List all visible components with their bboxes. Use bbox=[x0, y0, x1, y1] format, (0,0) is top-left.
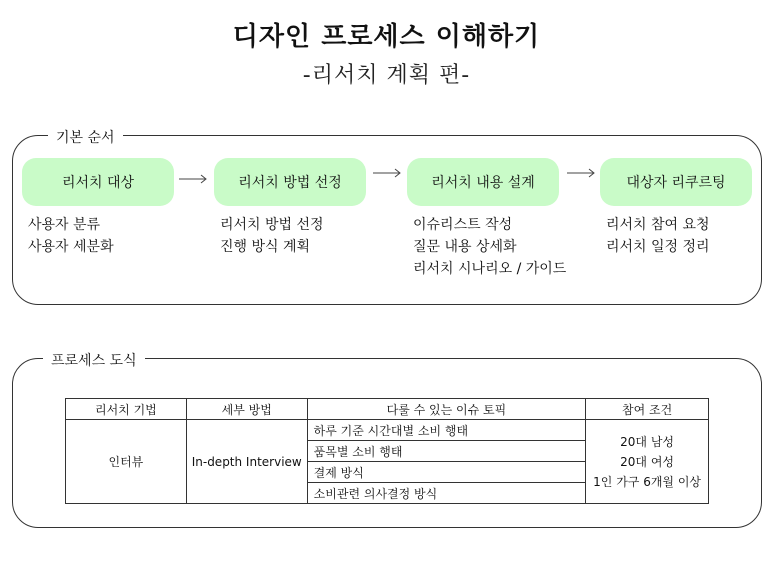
step-method-selection-list bbox=[220, 214, 324, 258]
table-header-row bbox=[66, 399, 709, 420]
condition-item: 20대 남성 bbox=[620, 434, 675, 449]
list-item: 리서치 시나리오 / 가이드 bbox=[413, 261, 567, 277]
step-recruiting: 대상자 리쿠르팅 bbox=[600, 158, 752, 206]
page-subtitle: -리서치 계획 편- bbox=[302, 63, 471, 88]
step-recruiting-list bbox=[606, 214, 710, 258]
table-header: 참여 조건 bbox=[586, 399, 709, 420]
list-item: 질문 내용 상세화 bbox=[413, 239, 517, 255]
list-item: 이슈리스트 작성 bbox=[413, 217, 513, 233]
topic-cell: 결제 방식 bbox=[307, 462, 586, 483]
list-item: 진행 방식 계획 bbox=[220, 239, 311, 255]
detail-method-cell: In-depth Interview bbox=[186, 420, 307, 504]
list-item: 리서치 일정 정리 bbox=[606, 239, 710, 255]
conditions-cell bbox=[586, 420, 709, 504]
topic-cell: 하루 기준 시간대별 소비 행태 bbox=[307, 420, 586, 441]
process-table bbox=[65, 398, 709, 504]
table-header: 다룰 수 있는 이슈 토픽 bbox=[307, 399, 586, 420]
list-item: 리서치 참여 요청 bbox=[606, 217, 710, 233]
list-item: 사용자 세분화 bbox=[28, 239, 114, 255]
step-research-target: 리서치 대상 bbox=[22, 158, 174, 206]
step-method-selection: 리서치 방법 선정 bbox=[214, 158, 366, 206]
arrow-right-icon bbox=[566, 166, 596, 180]
table-header: 세부 방법 bbox=[186, 399, 307, 420]
page-title: 디자인 프로세스 이해하기 bbox=[232, 22, 541, 52]
basic-order-label: 기본 순서 bbox=[48, 127, 123, 147]
topic-cell: 소비관련 의사결정 방식 bbox=[307, 483, 586, 504]
table-header: 리서치 기법 bbox=[66, 399, 187, 420]
process-diagram-label: 프로세스 도식 bbox=[43, 350, 145, 370]
step-content-design: 리서치 내용 설계 bbox=[407, 158, 559, 206]
step-research-target-list bbox=[28, 214, 114, 258]
condition-item: 20대 여성 bbox=[620, 454, 675, 469]
list-item: 사용자 분류 bbox=[28, 217, 101, 233]
topic-cell: 품목별 소비 행태 bbox=[307, 441, 586, 462]
arrow-right-icon bbox=[178, 172, 208, 186]
research-method-cell: 인터뷰 bbox=[66, 420, 187, 504]
list-item: 리서치 방법 선정 bbox=[220, 217, 324, 233]
condition-item: 1인 가구 6개월 이상 bbox=[593, 474, 702, 489]
table-row bbox=[66, 420, 709, 441]
arrow-right-icon bbox=[372, 166, 402, 180]
step-content-design-list bbox=[413, 214, 566, 280]
